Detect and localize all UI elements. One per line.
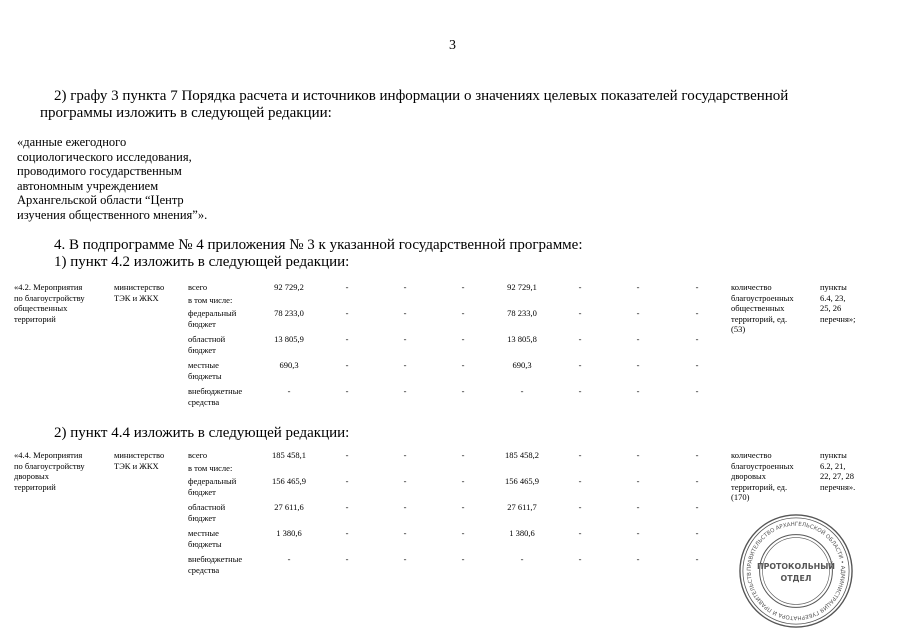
amount-cell: - <box>578 334 582 344</box>
amount-cell: 13 805,8 <box>507 334 537 344</box>
amount-cell: - <box>636 360 640 370</box>
funding-source-line: областной <box>188 502 226 512</box>
amount-cell: - <box>461 554 465 564</box>
amount-cell: 27 611,7 <box>507 502 537 512</box>
quote-line: автономным учреждением <box>17 178 159 193</box>
funding-source-line: в том числе: <box>188 463 233 473</box>
funding-source-line: средства <box>188 564 220 575</box>
official-stamp <box>737 512 855 630</box>
funding-source-line: всего <box>188 450 208 460</box>
amount-cell: - <box>695 386 699 396</box>
measure-name-line: «4.4. Мероприятия <box>14 450 83 460</box>
item-2-heading: 2) пункт 4.4 изложить в следующей редакции: <box>54 425 350 441</box>
amount-cell: - <box>345 502 349 512</box>
amount-cell: - <box>636 308 640 318</box>
link-line: 6.4, 23, <box>820 292 846 303</box>
amount-cell: - <box>461 334 465 344</box>
paragraph-2-line-2: программы изложить в следующей редакции: <box>40 105 332 121</box>
amount-cell: - <box>695 282 699 292</box>
amount-cell: - <box>636 334 640 344</box>
amount-cell: - <box>578 386 582 396</box>
funding-source-line: бюджет <box>188 318 216 329</box>
measure-name-line: дворовых <box>14 471 50 482</box>
quote-line: проводимого государственным <box>17 164 182 179</box>
measure-name-line: по благоустройству <box>14 292 85 303</box>
funding-source-line: местные <box>188 360 219 370</box>
amount-cell: - <box>287 554 291 564</box>
amount-cell: 78 233,0 <box>507 308 537 318</box>
indicator-line: количество <box>731 450 772 460</box>
amount-cell: - <box>403 386 407 396</box>
funding-source-line: бюджет <box>188 486 216 497</box>
amount-cell: - <box>461 360 465 370</box>
amount-cell: 156 465,9 <box>505 476 539 486</box>
amount-cell: - <box>578 360 582 370</box>
amount-cell: - <box>578 554 582 564</box>
amount-cell: 156 465,9 <box>272 476 306 486</box>
table-measure-4-2 <box>0 282 905 412</box>
amount-cell: - <box>695 308 699 318</box>
stamp-center-line-1: ПРОТОКОЛЬНЫЙ <box>757 562 835 572</box>
amount-cell: - <box>636 282 640 292</box>
funding-source-line: бюджеты <box>188 538 222 549</box>
amount-cell: - <box>345 528 349 538</box>
indicator-line: территорий, ед. <box>731 481 788 492</box>
funding-source-line: всего <box>188 282 208 292</box>
amount-cell: - <box>578 282 582 292</box>
amount-cell: - <box>345 360 349 370</box>
funding-source-line: местные <box>188 528 219 538</box>
amount-cell: - <box>636 386 640 396</box>
measure-name-line: территорий <box>14 481 56 492</box>
amount-cell: - <box>636 450 640 460</box>
link-line: 6.2, 21, <box>820 460 846 471</box>
measure-name-line: по благоустройству <box>14 460 85 471</box>
paragraph-2-line-1: 2) графу 3 пункта 7 Порядка расчета и источников информации о значениях целевых показателей государственной <box>54 88 789 104</box>
indicator-line: дворовых <box>731 471 767 482</box>
amount-cell: - <box>403 308 407 318</box>
amount-cell: - <box>695 360 699 370</box>
amount-cell: - <box>461 282 465 292</box>
link-line: пункты <box>820 282 847 292</box>
amount-cell: 78 233,0 <box>274 308 304 318</box>
executor-line: ТЭК и ЖКХ <box>114 292 159 303</box>
stamp-ring-text: ПРАВИТЕЛЬСТВО АРХАНГЕЛЬСКОЙ ОБЛАСТИ • АДМИНИСТРАЦИЯ ГУБЕРНАТОРА И ПРАВИТЕЛЬСТВ <box>746 521 846 621</box>
quote-line: Архангельской области “Центр <box>17 193 184 208</box>
amount-cell: - <box>345 386 349 396</box>
amount-cell: - <box>520 386 524 396</box>
amount-cell: - <box>461 450 465 460</box>
indicator-line: территорий, ед. <box>731 313 788 324</box>
amount-cell: - <box>403 554 407 564</box>
executor-line: ТЭК и ЖКХ <box>114 460 159 471</box>
funding-source-line: бюджеты <box>188 370 222 381</box>
amount-cell: 27 611,6 <box>274 502 304 512</box>
amount-cell: - <box>461 528 465 538</box>
amount-cell: - <box>403 528 407 538</box>
page-number: 3 <box>449 38 456 53</box>
amount-cell: - <box>578 308 582 318</box>
amount-cell: - <box>578 502 582 512</box>
amount-cell: - <box>636 554 640 564</box>
amount-cell: 92 729,1 <box>507 282 537 292</box>
quote-block <box>17 135 207 223</box>
amount-cell: - <box>403 282 407 292</box>
quote-line: изучения общественного мнения”». <box>17 207 208 222</box>
funding-source-line: федеральный <box>188 476 237 486</box>
link-line: перечня»; <box>820 313 856 324</box>
amount-cell: - <box>578 476 582 486</box>
amount-cell: - <box>287 386 291 396</box>
amount-cell: - <box>461 308 465 318</box>
amount-cell: - <box>345 282 349 292</box>
amount-cell: - <box>345 334 349 344</box>
funding-source-line: средства <box>188 396 220 407</box>
amount-cell: - <box>403 334 407 344</box>
amount-cell: - <box>695 450 699 460</box>
amount-cell: 1 380,6 <box>509 528 535 538</box>
indicator-line: (53) <box>731 324 746 335</box>
amount-cell: - <box>345 476 349 486</box>
measure-name-line: территорий <box>14 313 56 324</box>
amount-cell: - <box>695 502 699 512</box>
amount-cell: - <box>345 554 349 564</box>
amount-cell: - <box>403 360 407 370</box>
quote-line: «данные ежегодного <box>17 135 127 149</box>
amount-cell: - <box>461 502 465 512</box>
amount-cell: - <box>636 476 640 486</box>
amount-cell: - <box>345 450 349 460</box>
executor-line: министерство <box>114 450 165 460</box>
measure-name-line: общественных <box>14 303 68 314</box>
measure-name-line: «4.2. Мероприятия <box>14 282 83 292</box>
amount-cell: 13 805,9 <box>274 334 304 344</box>
amount-cell: - <box>461 386 465 396</box>
link-line: перечня». <box>820 481 856 492</box>
stamp-center-line-2: ОТДЕЛ <box>780 573 812 583</box>
amount-cell: - <box>403 476 407 486</box>
funding-source-line: внебюджетные <box>188 386 243 396</box>
funding-source-line: бюджет <box>188 512 216 523</box>
link-line: 22, 27, 28 <box>820 471 854 482</box>
amount-cell: - <box>636 502 640 512</box>
funding-source-line: бюджет <box>188 344 216 355</box>
indicator-line: благоустроенных <box>731 460 794 471</box>
executor-line: министерство <box>114 282 165 292</box>
item-1-heading: 1) пункт 4.2 изложить в следующей редакции: <box>54 254 350 270</box>
section-4-heading: 4. В подпрограмме № 4 приложения № 3 к указанной государственной программе: <box>54 237 583 253</box>
amount-cell: - <box>520 554 524 564</box>
amount-cell: - <box>695 528 699 538</box>
amount-cell: 690,3 <box>512 360 532 370</box>
amount-cell: - <box>695 554 699 564</box>
indicator-line: (170) <box>731 492 750 503</box>
amount-cell: - <box>461 476 465 486</box>
amount-cell: 185 458,1 <box>272 450 306 460</box>
amount-cell: - <box>578 450 582 460</box>
link-line: пункты <box>820 450 847 460</box>
amount-cell: - <box>695 476 699 486</box>
amount-cell: 690,3 <box>279 360 299 370</box>
amount-cell: - <box>578 528 582 538</box>
funding-source-line: в том числе: <box>188 295 233 305</box>
funding-source-line: внебюджетные <box>188 554 243 564</box>
amount-cell: - <box>695 334 699 344</box>
amount-cell: - <box>345 308 349 318</box>
amount-cell: 1 380,6 <box>276 528 302 538</box>
indicator-line: количество <box>731 282 772 292</box>
amount-cell: - <box>636 528 640 538</box>
funding-source-line: областной <box>188 334 226 344</box>
funding-source-line: федеральный <box>188 308 237 318</box>
quote-line: социологического исследования, <box>17 149 192 164</box>
amount-cell: 185 458,2 <box>505 450 539 460</box>
amount-cell: - <box>403 502 407 512</box>
amount-cell: 92 729,2 <box>274 282 304 292</box>
amount-cell: - <box>403 450 407 460</box>
indicator-line: общественных <box>731 303 785 314</box>
indicator-line: благоустроенных <box>731 292 794 303</box>
link-line: 25, 26 <box>820 303 842 314</box>
